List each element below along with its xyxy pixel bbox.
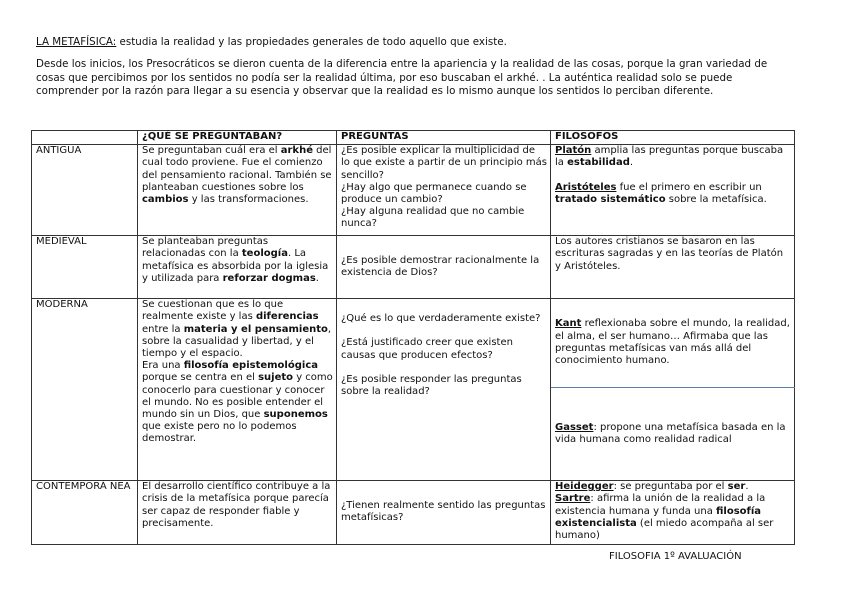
table-row [32, 481, 795, 545]
contemporanea-filosofos [551, 481, 795, 545]
pregunta-item: ¿Hay alguna realidad que no cambie nunca? [341, 206, 525, 230]
intro-paragraph: Desde los inicios, los Presocráticos se dieron cuenta de la diferencia entre la apariencia y la realidad de las cosas, porque la gran variedad de cosas que percibimos por los sentidos no podía ser la realidad última, por eso buscaban el arkhé. . La auténtica realidad solo se puede comprender por la razón para llegar a su esencia y observar que la realidad es lo mismo aunque los sentidos lo perciban diferente. [36, 58, 768, 97]
period-medieval: MEDIEVAL [32, 236, 138, 299]
moderna-preguntas [337, 299, 551, 481]
pregunta-item: ¿Es posible responder las preguntas sobre la realidad? [341, 373, 522, 398]
pregunta-item: ¿Qué es lo que verdaderamente existe? [341, 313, 541, 325]
document-heading [36, 36, 507, 49]
pregunta-item: ¿Es posible explicar la multiplicidad de lo que existe a partir de un principio más sencillo? [341, 145, 547, 181]
period-contemporanea: CONTEMPORÁ NEA [32, 481, 138, 545]
heading-definition: estudia la realidad y las propiedades generales de todo aquello que existe. [116, 36, 507, 48]
period-antigua: ANTIGUA [32, 145, 138, 236]
header-que-se-preguntaban: ¿QUÉ SE PREGUNTABAN? [138, 131, 337, 145]
contemporanea-que-se-preguntaban: El desarrollo científico contribuye a la crisis de la metafísica porque parecía ser capaz de responder fiable y precisamente. [138, 481, 337, 545]
moderna-que-se-preguntaban: Se cuestionan que es lo que realmente existe y las diferencias entre la materia y el pensamiento, sobre la casualidad y libertad, y el tiempo y el espacio. Era una filosofía epistemológica porque se centra en el sujeto y como conocerlo para cuestionar y conocer el mundo. No es posible entender el mundo sin un Dios, que suponemos que existe pero no lo podemos demostrar. [138, 299, 337, 481]
filosofo-kant: Kant reflexionaba sobre el mundo, la realidad, el alma, el ser humano… Afirmaba que las preguntas metafísicas van más allá del conocimiento humano. [551, 299, 795, 388]
contemporanea-preguntas [337, 481, 551, 545]
medieval-preguntas [337, 236, 551, 299]
table-row [32, 236, 795, 299]
pregunta-item: ¿Está justificado creer que existen causas que producen efectos? [341, 337, 513, 361]
filosofo-sartre: Sartre: afirma la unión de la realidad a la existencia humana y funda una filosofía existencialista (el miedo acompaña al ser humano) [555, 493, 774, 542]
antigua-que-se-preguntaban: Se preguntaban cuál era el arkhé del cual todo proviene. Fue el comienzo del pensamiento racional. También se planteaban cuestiones sobre los cambios y las transformaciones. [138, 145, 337, 236]
metaphysics-table [31, 130, 795, 545]
header-filosofos: FILOSOFOS [551, 131, 795, 145]
period-moderna: MODERNA [32, 299, 138, 481]
pregunta-item: ¿Es posible demostrar racionalmente la existencia de Dios? [341, 254, 540, 278]
filosofo-platon: Platón amplia las preguntas porque buscaba la estabilidad. [555, 145, 784, 169]
table-header-row [32, 131, 795, 145]
pregunta-item: ¿Hay algo que permanece cuando se produce un cambio? [341, 181, 527, 206]
medieval-filosofos: Los autores cristianos se basaron en las escrituras sagradas y en las teorías de Platón y Aristóteles. [551, 236, 795, 299]
antigua-preguntas [337, 145, 551, 236]
filosofo-gasset: Gasset: propone una metafísica basada en la vida humana como realidad radical [551, 388, 795, 481]
antigua-filosofos [551, 145, 795, 236]
medieval-que-se-preguntaban: Se planteaban preguntas relacionadas con la teología. La metafísica es absorbida por la iglesia y utilizada para reforzar dogmas. [138, 236, 337, 299]
filosofo-heidegger: Heidegger: se preguntaba por el ser. [555, 481, 749, 493]
header-preguntas: PREGUNTAS [337, 131, 551, 145]
page-footer: FILOSOFIA 1º AVALUACIÓN [609, 551, 742, 562]
pregunta-item: ¿Tienen realmente sentido las preguntas metafísicas? [341, 500, 546, 524]
filosofo-aristoteles: Aristóteles fue el primero en escribir un tratado sistemático sobre la metafísica. [555, 181, 767, 205]
table-row [32, 299, 795, 388]
table-row [32, 145, 795, 236]
heading-term: LA METAFÍSICA: [36, 36, 117, 48]
header-period [32, 131, 138, 145]
